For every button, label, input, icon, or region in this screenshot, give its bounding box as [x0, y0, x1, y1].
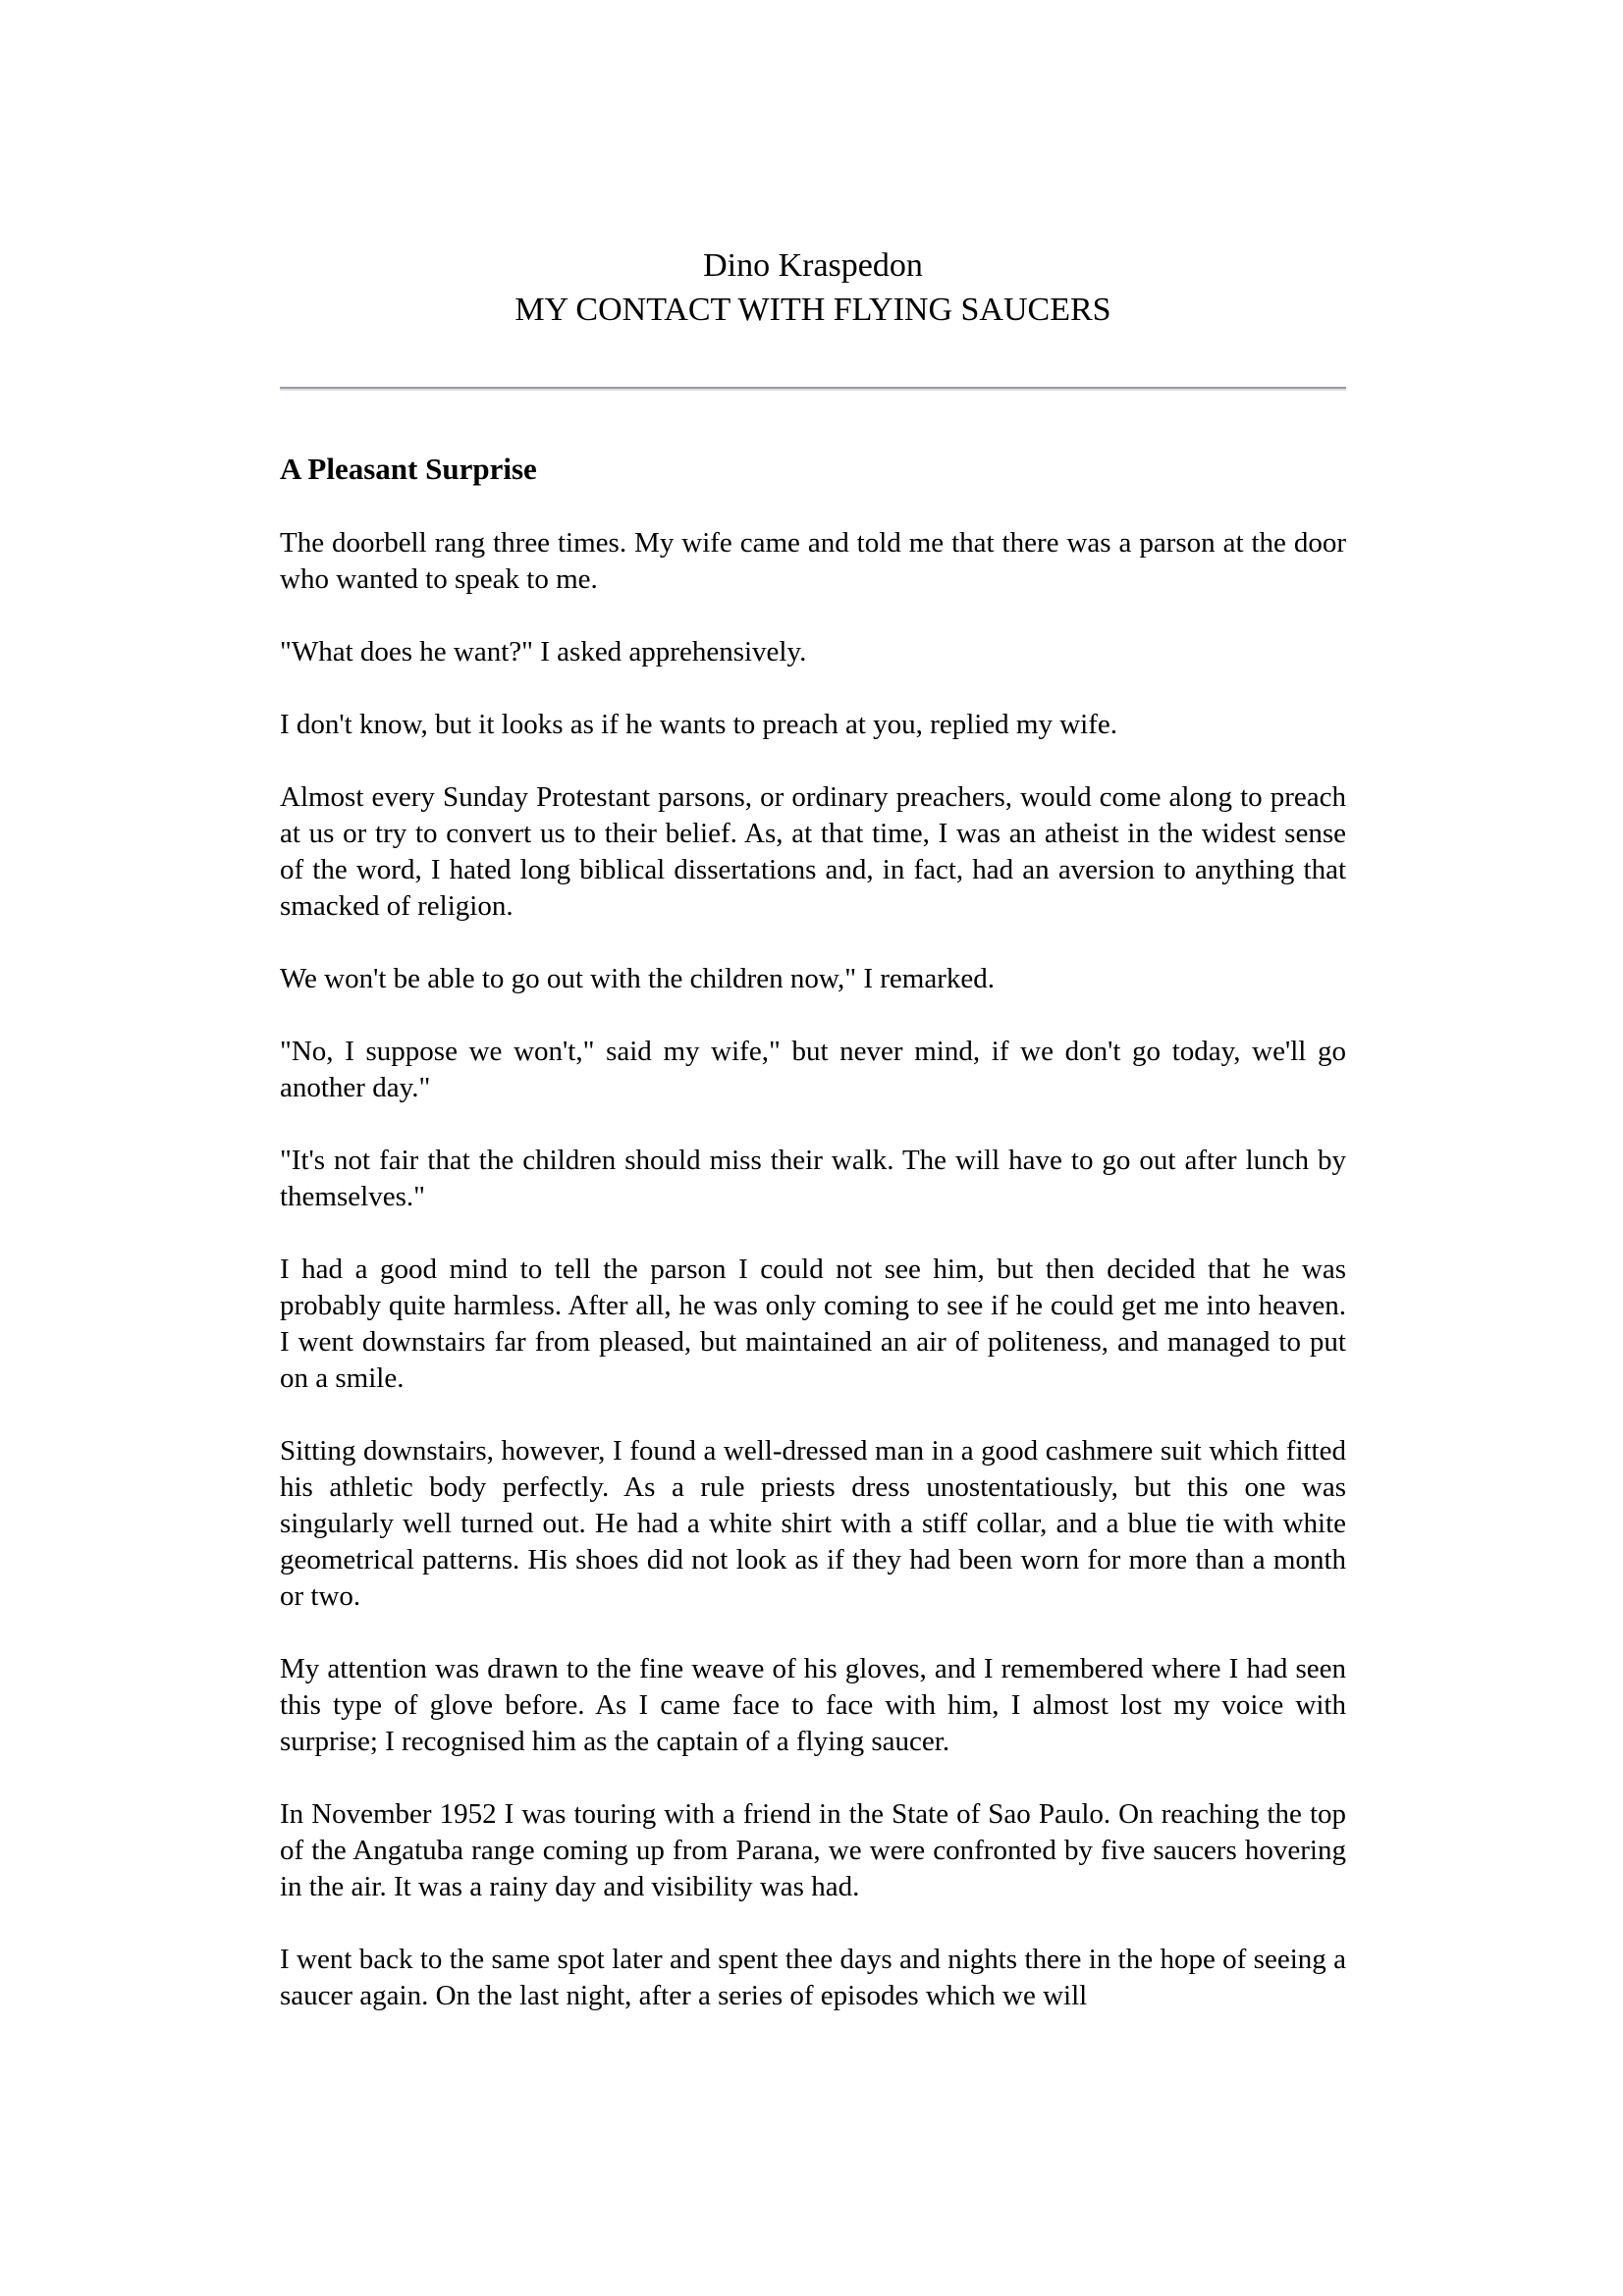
page-title [280, 243, 1346, 332]
book-title: MY CONTACT WITH FLYING SAUCERS [514, 292, 1111, 328]
author-name: Dino Kraspedon [703, 247, 923, 284]
paragraph: In November 1952 I was touring with a friend in the State of Sao Paulo. On reaching the top of the Angatuba range coming up from Parana, we were confronted by five saucers hovering in the air. It was a rainy day and visibility was had. [280, 1798, 1346, 1902]
paragraph: I don't know, but it looks as if he wants to preach at you, replied my wife. [280, 709, 1118, 740]
paragraph: I went back to the same spot later and spent thee days and nights there in the hope of seeing a saucer again. On the last night, after a series of episodes which we will [280, 1944, 1346, 2011]
paragraph: My attention was drawn to the fine weave of his gloves, and I remembered where I had seen this type of glove before. As I came face to face with him, I almost lost my voice with surprise; I recognised him as the captain of a flying saucer. [280, 1653, 1346, 1757]
paragraph: "No, I suppose we won't," said my wife," but never mind, if we don't go today, we'll go another day." [280, 1036, 1346, 1103]
paragraph: Sitting downstairs, however, I found a well-dressed man in a good cashmere suit which fitted his athletic body perfectly. As a rule priests dress unostentatiously, but this one was singularly well turned out. He had a white shirt with a stiff collar, and a blue tie with white geometrical patterns. His shoes did not look as if they had been worn for more than a month or two. [280, 1435, 1346, 1612]
section-heading: A Pleasant Surprise [280, 452, 537, 486]
paragraph: We won't be able to go out with the children now," I remarked. [280, 963, 995, 994]
paragraph: I had a good mind to tell the parson I could not see him, but then decided that he was probably quite harmless. After all, he was only coming to see if he could get me into heaven. I went downstairs far from pleased, but maintained an air of politeness, and managed to put on a smile. [280, 1254, 1346, 1394]
paragraph: "It's not fair that the children should miss their walk. The will have to go out after lunch by themselves." [280, 1145, 1346, 1212]
text-column [280, 243, 1346, 2014]
horizontal-rule [280, 387, 1346, 391]
paragraph: "What does he want?" I asked apprehensively. [280, 636, 807, 667]
article-body [280, 525, 1346, 2014]
paragraph: Almost every Sunday Protestant parsons, or ordinary preachers, would come along to preach at us or try to convert us to their belief. As, at that time, I was an atheist in the widest sense of the word, I hated long biblical dissertations and, in fact, had an aversion to anything that smacked of religion. [280, 781, 1346, 922]
paragraph: The doorbell rang three times. My wife came and told me that there was a parson at the door who wanted to speak to me. [280, 527, 1346, 595]
